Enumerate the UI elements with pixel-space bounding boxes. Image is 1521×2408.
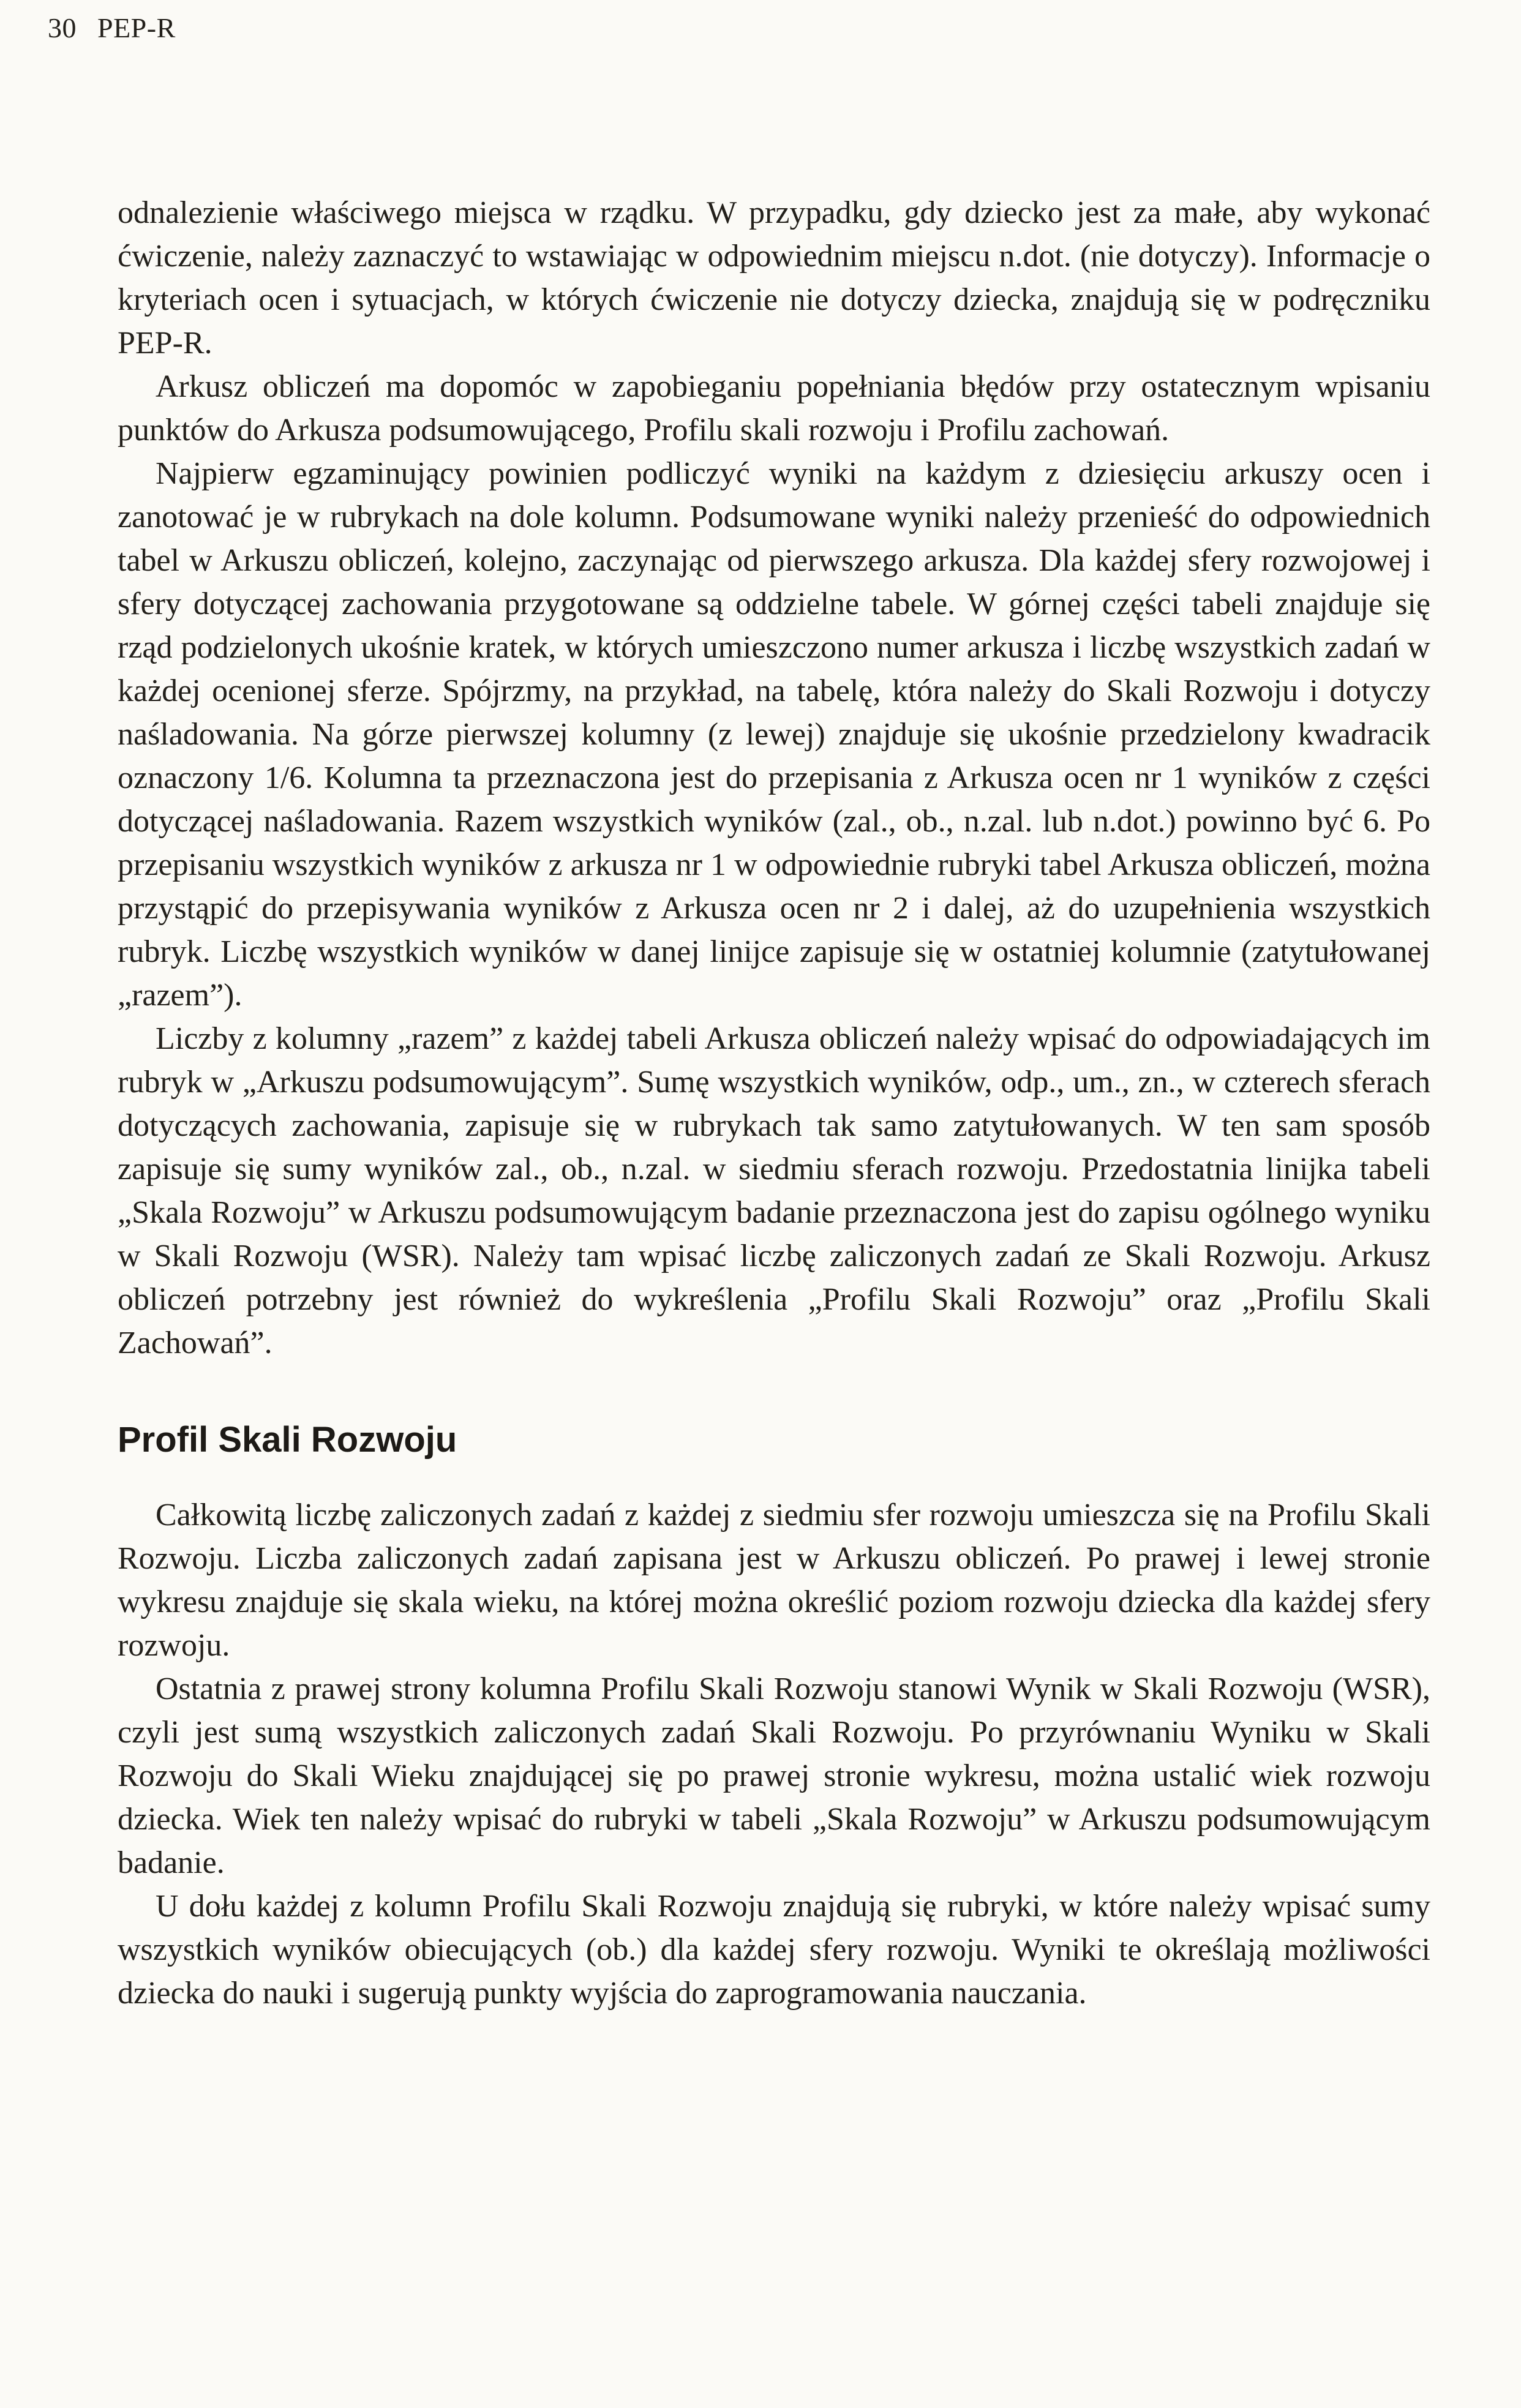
paragraph-3: Najpierw egzaminujący powinien podliczyć wyniki na każdym z dziesięciu arkuszy ocen i zanotować je w rubrykach na dole kolumn. Podsumowane wyniki należy przenieść do odpowiednich tabel w Arkuszu obliczeń, kolejno, zaczynając od pierwszego arkusza. Dla każdej sfery rozwojowej i sfery dotyczącej zachowania przygotowane są oddzielne tabele. W górnej części tabeli znajduje się rząd podzielonych ukośnie kratek, w których umieszczono numer arkusza i liczbę wszystkich zadań w każdej ocenionej sferze. Spójrzmy, na przykład, na tabelę, która należy do Skali Rozwoju i dotyczy naśladowania. Na górze pierwszej kolumny (z lewej) znajduje się ukośnie przedzielony kwadracik oznaczony 1/6. Kolumna ta przeznaczona jest do przepisania z Arkusza ocen nr 1 wyników z części dotyczącej naśladowania. Razem wszystkich wyników (zal., ob., n.zal. lub n.dot.) powinno być 6. Po przepisaniu wszystkich wyników z arkusza nr 1 w odpowiednie rubryki tabel Arkusza obliczeń, można przystąpić do przepisywania wyników z Arkusza ocen nr 2 i dalej, aż do uzupełnienia wszystkich rubryk. Liczbę wszystkich wyników w danej linijce zapisuje się w ostatniej kolumnie (zatytułowanej „razem”).: [118, 456, 1430, 1013]
page-number: 30: [48, 12, 77, 43]
paragraph-6: Ostatnia z prawej strony kolumna Profilu Skali Rozwoju stanowi Wynik w Skali Rozwoju (WSR), czyli jest sumą wszystkich zaliczonych zadań Skali Rozwoju. Po przyrównaniu Wyniku w Skali Rozwoju do Skali Wieku znajdującej się po prawej stronie wykresu, można ustalić wiek rozwoju dziecka. Wiek ten należy wpisać do rubryki w tabeli „Skala Rozwoju” w Arkuszu podsumowującym badanie.: [118, 1671, 1430, 1880]
text-block: [118, 191, 1430, 2015]
paragraph-1: odnalezienie właściwego miejsca w rządku. W przypadku, gdy dziecko jest za małe, aby wykonać ćwiczenie, należy zaznaczyć to wstawiając w odpowiednim miejscu n.dot. (nie dotyczy). Informacje o kryteriach ocen i sytuacjach, w których ćwiczenie nie dotyczy dziecka, znajdują się w podręczniku PEP-R.: [118, 195, 1430, 361]
section-heading: Profil Skali Rozwoju: [118, 1420, 457, 1460]
running-header: [48, 11, 176, 45]
paragraph-2: Arkusz obliczeń ma dopomóc w zapobieganiu popełniania błędów przy ostatecznym wpisaniu punktów do Arkusza podsumowującego, Profilu skali rozwoju i Profilu zachowań.: [118, 369, 1430, 448]
paragraph-5: Całkowitą liczbę zaliczonych zadań z każdej z siedmiu sfer rozwoju umieszcza się na Profilu Skali Rozwoju. Liczba zaliczonych zadań zapisana jest w Arkuszu obliczeń. Po prawej i lewej stronie wykresu znajduje się skala wieku, na której można określić poziom rozwoju dziecka dla każdej sfery rozwoju.: [118, 1497, 1430, 1663]
paragraph-7: U dołu każdej z kolumn Profilu Skali Rozwoju znajdują się rubryki, w które należy wpisać sumy wszystkich wyników obiecujących (ob.) dla każdej sfery rozwoju. Wyniki te określają możliwości dziecka do nauki i sugerują punkty wyjścia do zaprogramowania nauczania.: [118, 1888, 1430, 2011]
paragraph-4: Liczby z kolumny „razem” z każdej tabeli Arkusza obliczeń należy wpisać do odpowiadających im rubryk w „Arkuszu podsumowującym”. Sumę wszystkich wyników, odp., um., zn., w czterech sferach dotyczących zachowania, zapisuje się w rubrykach tak samo zatytułowanych. W ten sam sposób zapisuje się sumy wyników zal., ob., n.zal. w siedmiu sferach rozwoju. Przedostatnia linijka tabeli „Skala Rozwoju” w Arkuszu podsumowującym badanie przeznaczona jest do zapisu ogólnego wyniku w Skali Rozwoju (WSR). Należy tam wpisać liczbę zaliczonych zadań ze Skali Rozwoju. Arkusz obliczeń potrzebny jest również do wykreślenia „Profilu Skali Rozwoju” oraz „Profilu Skali Zachowań”.: [118, 1021, 1430, 1360]
running-title: PEP-R: [97, 12, 176, 43]
